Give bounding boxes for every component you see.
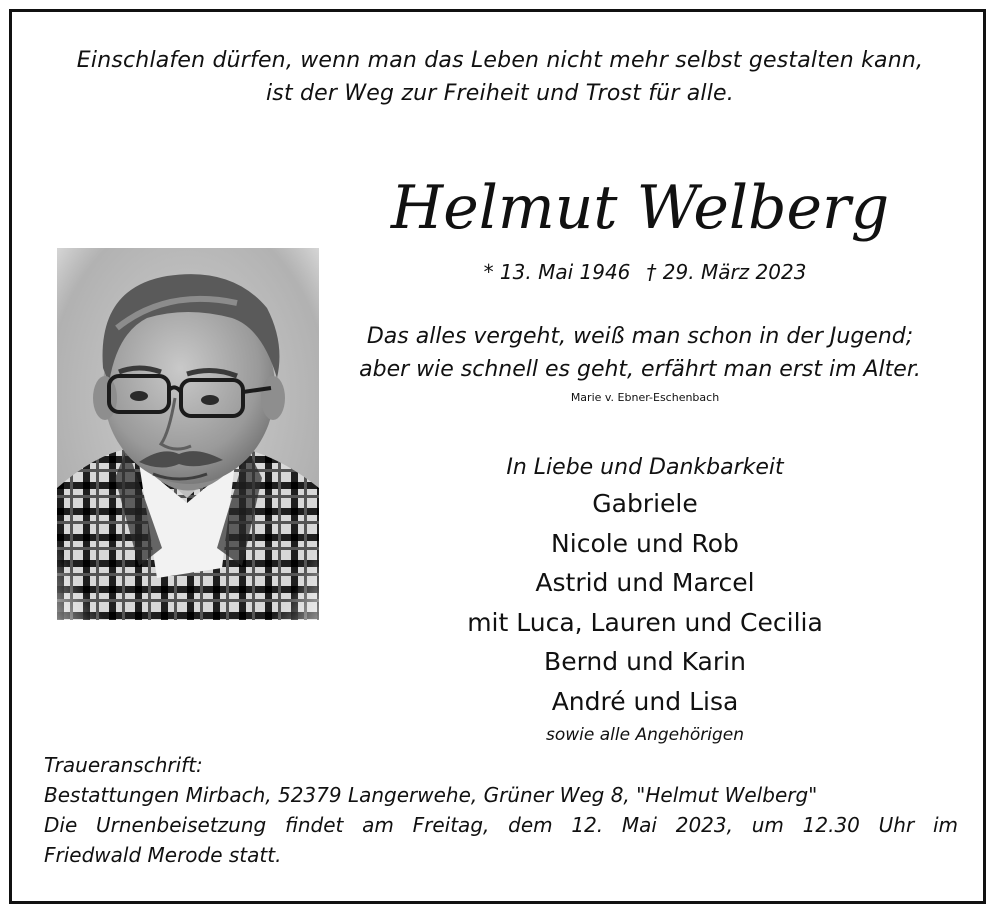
mourners (380, 452, 910, 749)
birth-date: * 13. Mai 1946 (483, 260, 631, 284)
quote-line: aber wie schnell es geht, erfährt man erst im Alter. (359, 357, 921, 382)
mourner-name: Bernd und Karin (544, 647, 746, 676)
mourner-name: Nicole und Rob (551, 528, 739, 558)
mourner-name: Astrid und Marcel (535, 568, 755, 597)
mourner-name: mit Luca, Lauren und Cecilia (467, 607, 823, 637)
motto-line: Einschlafen dürfen, wenn man das Leben nicht mehr selbst gestalten kann, (76, 48, 924, 73)
portrait-photo (57, 248, 319, 620)
mourner-name: André und Lisa (551, 686, 739, 716)
mourners-list (380, 484, 910, 721)
motto-line: ist der Weg zur Freiheit und Trost für alle. (266, 81, 734, 106)
burial-info-line: Friedwald Merode statt. (44, 843, 282, 867)
death-date: † 29. März 2023 (646, 260, 807, 284)
life-dates (380, 258, 910, 286)
motto (0, 44, 1000, 110)
address-label: Traueranschrift: (44, 753, 203, 777)
funeral-address (44, 750, 958, 870)
quote-line: Das alles vergeht, weiß man schon in der Jugend; (366, 324, 914, 349)
quote-author: Marie v. Ebner-Eschenbach (570, 391, 720, 404)
deceased-name: Helmut Welberg (390, 173, 890, 243)
burial-info-line: Die Urnenbeisetzung findet am Freitag, dem 12. Mai 2023, um 12.30 Uhr im (44, 813, 958, 837)
mourners-intro: In Liebe und Dankbarkeit (506, 455, 784, 480)
relatives-note: sowie alle Angehörigen (545, 725, 745, 745)
address-line: Bestattungen Mirbach, 52379 Langerwehe, Grüner Weg 8, "Helmut Welberg" (44, 783, 818, 807)
mourner-name: Gabriele (592, 489, 698, 518)
quote (320, 320, 960, 386)
